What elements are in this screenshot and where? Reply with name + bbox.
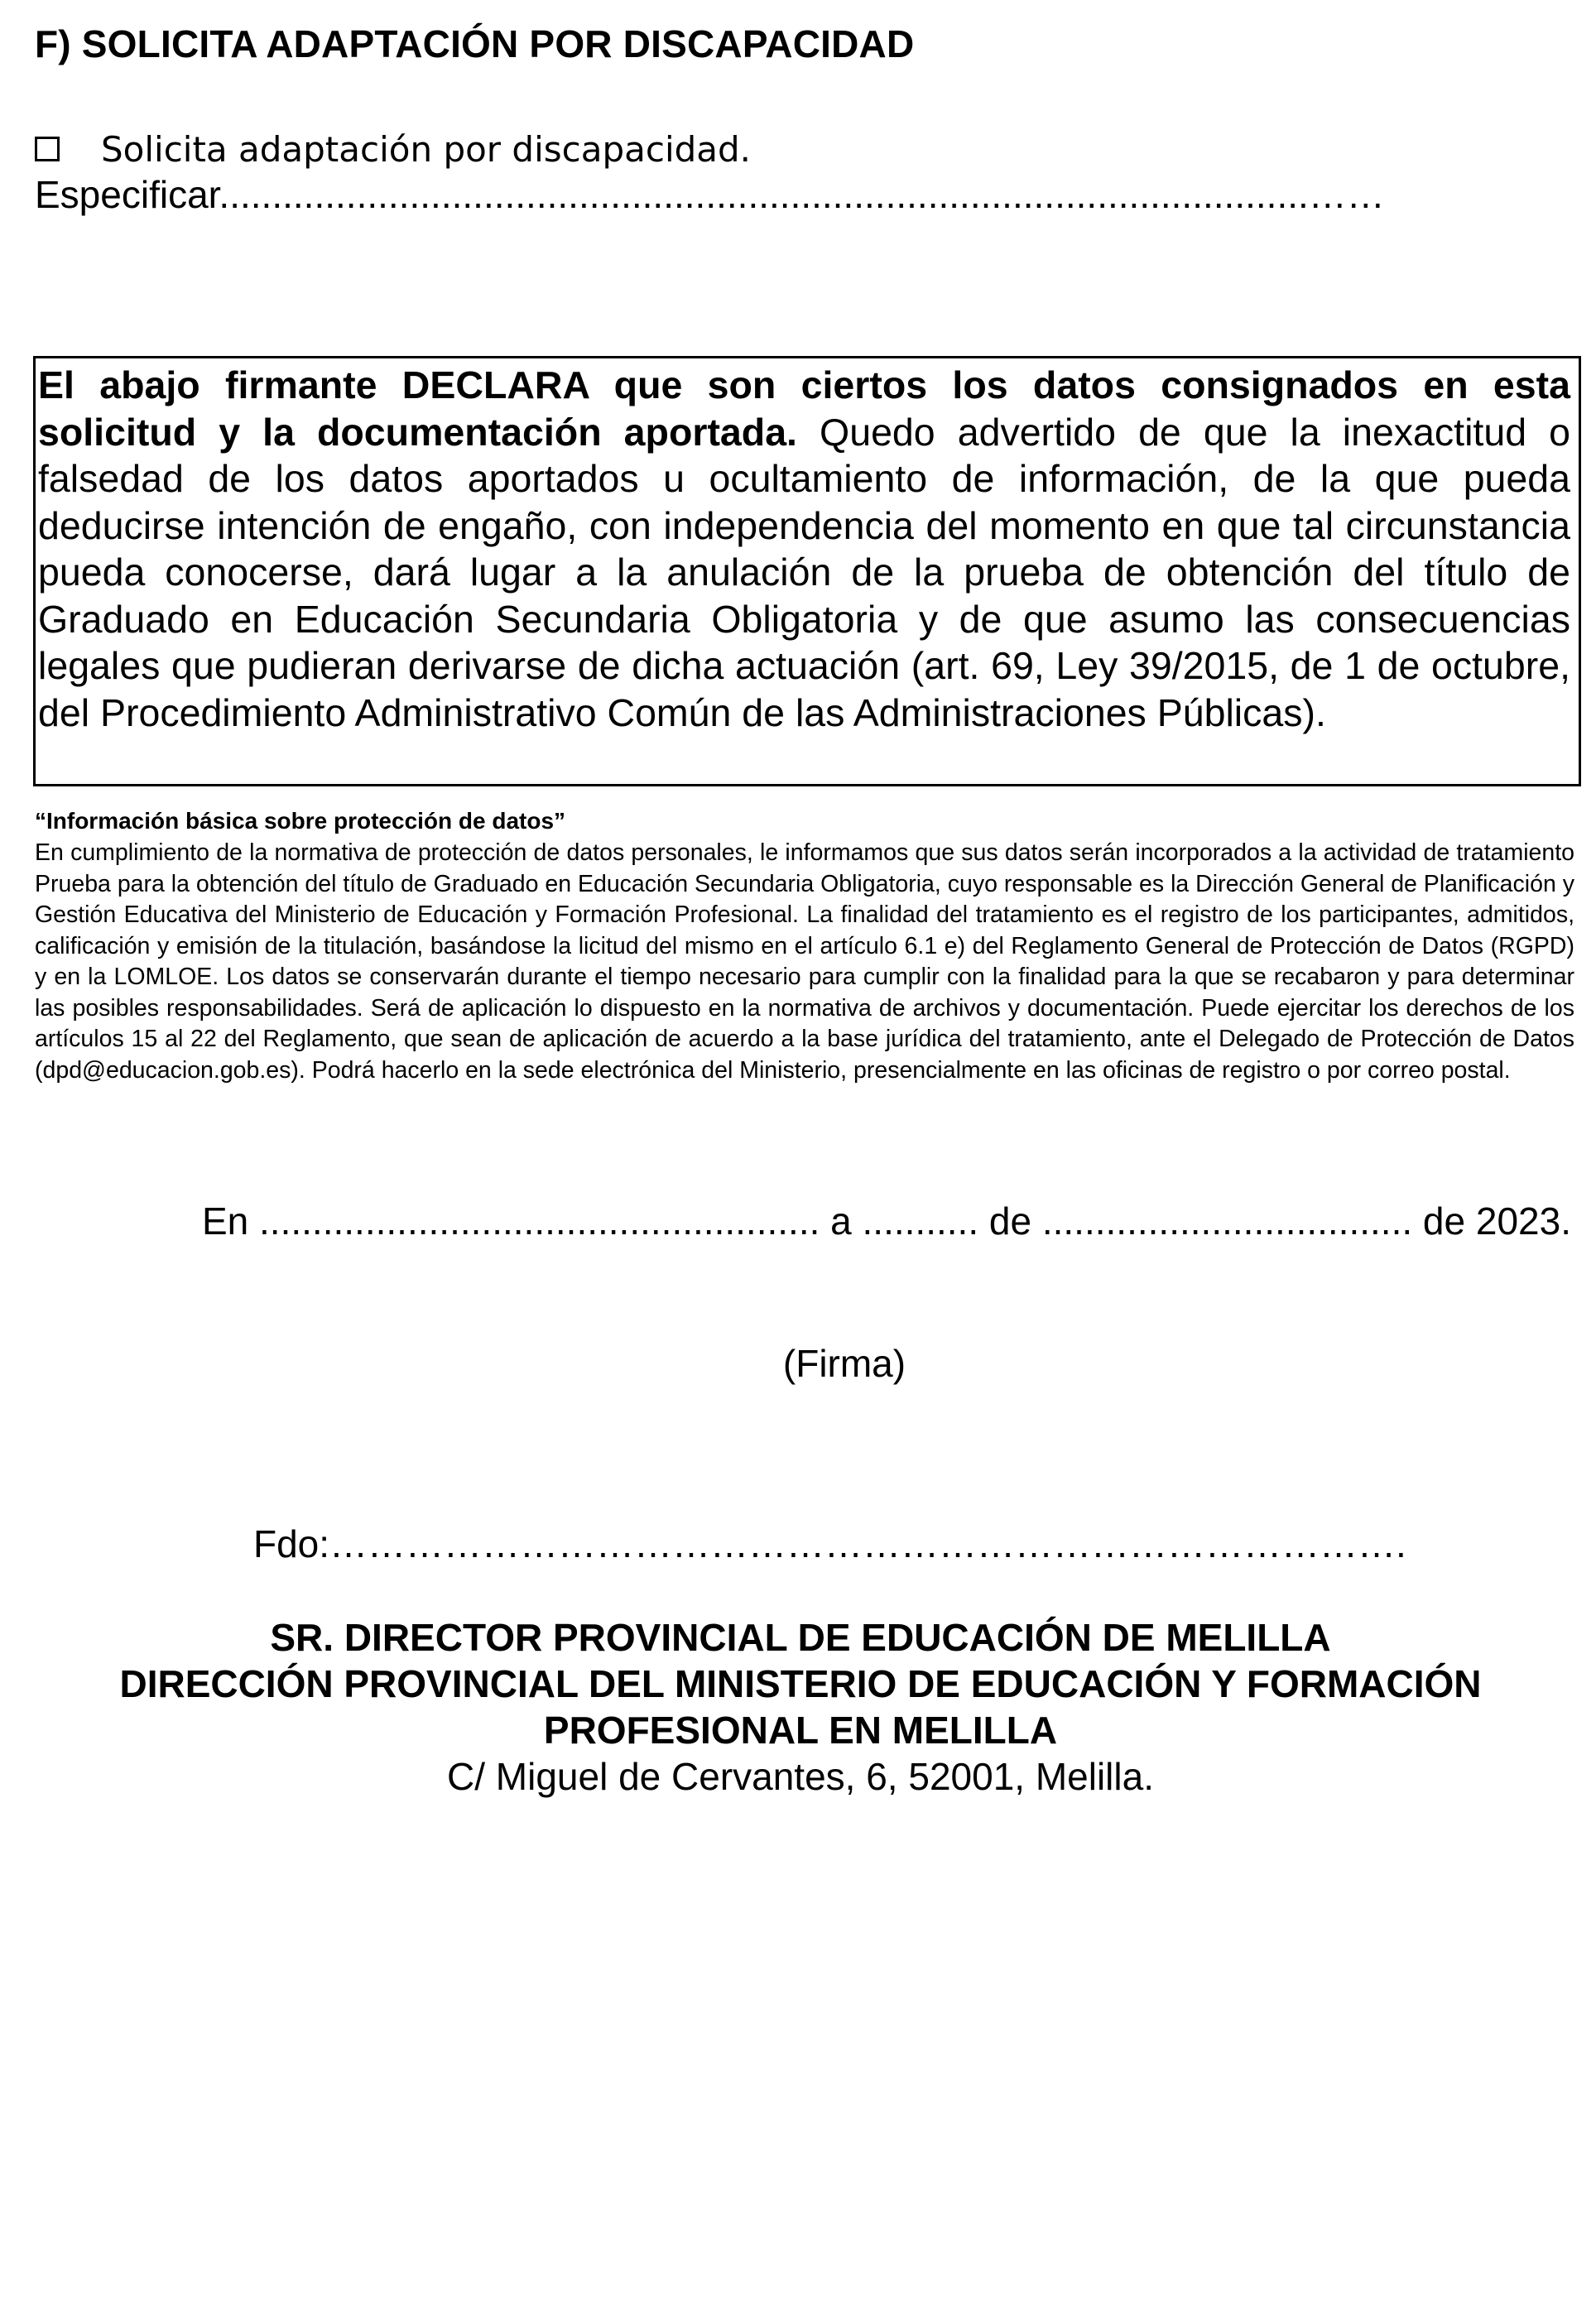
disability-checkbox-row[interactable]	[35, 124, 751, 174]
declaration-text	[38, 362, 1570, 736]
privacy-title: “Información básica sobre protección de datos”	[35, 808, 566, 834]
addressee-block	[35, 1614, 1566, 1800]
declaration-body-text: Quedo advertido de que la inexactitud o falsedad de los datos aportados u ocultamiento de información, de la que pueda deducirse intención de engaño, con independencia del momento en que tal circunstancia pueda conocerse, dará lugar a la anulación de la prueba de obtención del título de Graduado en Educación Secundaria Obligatoria y de que asumo las consecuencias legales que pudieran derivarse de dicha actuación (art. 69, Ley 39/2015, de 1 de octubre, del Procedimiento Administrativo Común de las Administraciones Públicas).	[38, 410, 1570, 734]
privacy-text: En cumplimiento de la normativa de protección de datos personales, le informamos que sus datos serán incorporados a la actividad de tratamiento Prueba para la obtención del título de Graduado en Educación Secundaria Obligatoria, cuyo responsable es la Dirección General de Planificación y Gestión Educativa del Ministerio de Educación y Formación Profesional. La finalidad del tratamiento es el registro de los participantes, admitidos, calificación y emisión de la titulación, basándose la licitud del mismo en el artículo 6.1 e) del Reglamento General de Protección de Datos (RGPD) y en la LOMLOE. Los datos se conservarán durante el tiempo necesario para cumplir con la finalidad para la que se recabaron y para determinar las posibles responsabilidades. Será de aplicación lo dispuesto en la normativa de archivos y documentación. Puede ejercitar los derechos de los artículos 15 al 22 del Reglamento, que sean de aplicación de acuerdo a la base jurídica del tratamiento, ante el Delegado de Protección de Datos (dpd@educacion.gob.es). Podrá hacerlo en la sede electrónica del Ministerio, presencialmente en las oficinas de registro o por correo postal.	[35, 839, 1574, 1084]
signed-by-line[interactable]: Fdo:………………………………………………………………………….	[253, 1522, 1406, 1565]
addressee-line-2: DIRECCIÓN PROVINCIAL DEL MINISTERIO DE EDUCACIÓN Y FORMACIÓN	[119, 1662, 1482, 1705]
addressee-line-3: PROFESIONAL EN MELILLA	[543, 1709, 1058, 1752]
disability-checkbox-label: Solicita adaptación por discapacidad.	[101, 128, 752, 170]
specify-field[interactable]: Especificar.......................................................................................................……	[35, 173, 1385, 216]
section-f-heading: F) SOLICITA ADAPTACIÓN POR DISCAPACIDAD	[35, 22, 915, 65]
signature-label: (Firma)	[782, 1342, 906, 1385]
addressee-line-1: SR. DIRECTOR PROVINCIAL DE EDUCACIÓN DE MELILLA	[270, 1616, 1331, 1659]
addressee-address: C/ Miguel de Cervantes, 6, 52001, Melilla.	[447, 1755, 1154, 1798]
date-line[interactable]: En ..................................................... a ........... de ................................... de 2023.	[201, 1199, 1571, 1243]
declaration-box	[33, 356, 1581, 786]
declaration-bold-text: El abajo firmante DECLARA que son ciertos los datos consignados en esta solicitud y la documentación aportada.	[38, 363, 1570, 454]
disability-checkbox[interactable]	[35, 137, 60, 161]
